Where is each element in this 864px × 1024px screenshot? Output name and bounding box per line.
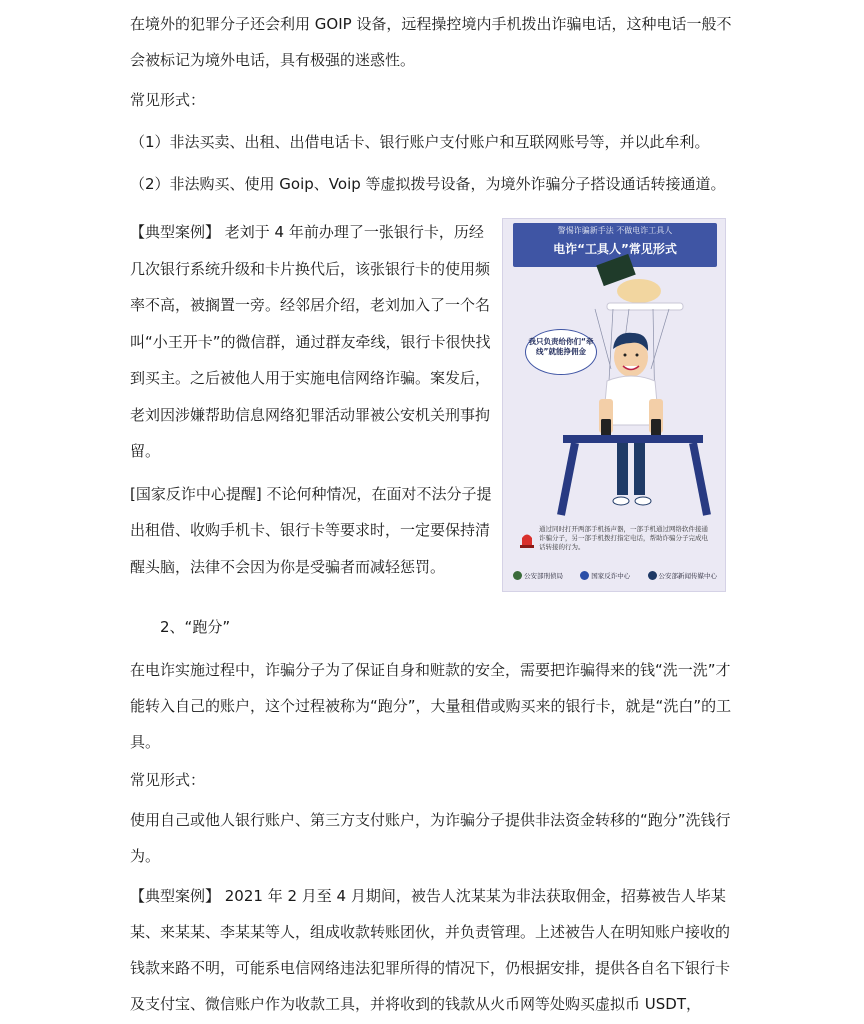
poster-title: 电诈“工具人”常见形式 bbox=[553, 242, 677, 256]
poster-subtitle: 警惕诈骗新手法 不做电诈工具人 bbox=[557, 226, 673, 235]
footer-org-1 bbox=[513, 569, 563, 581]
footer-org-1-label: 公安部刑侦局 bbox=[524, 571, 563, 580]
forms-item-3: 使用自己或他人银行账户、第三方支付账户，为诈骗分子提供非法资金转移的“跑分”洗钱行为。 bbox=[130, 811, 731, 865]
siren-icon bbox=[519, 531, 535, 549]
footer-org-2 bbox=[580, 569, 630, 581]
poster-note: 通过同时打开两部手机扬声器，一部手机通过网络软件接通诈骗分子，另一部手机拨打指定电话，帮助诈骗分子完成电话转接的行为。 bbox=[539, 525, 708, 551]
emblem-icon bbox=[648, 571, 657, 580]
footer-org-2-label: 国家反诈中心 bbox=[591, 571, 631, 580]
poster-footer bbox=[513, 569, 717, 581]
intro-paragraph: 在境外的犯罪分子还会利用 GOIP 设备，远程操控境内手机拨出诈骗电话，这种电话一般不会被标记为境外电话，具有极强的迷惑性。 bbox=[130, 15, 732, 69]
forms-item-1: （1）非法买卖、出租、出借电话卡、银行账户支付账户和互联网账号等，并以此牟利。 bbox=[130, 133, 710, 151]
case-paragraph-2: 【典型案例】 2021 年 2 月至 4 月期间，被告人沈某某为非法获取佣金，招募被告人毕某某、来某某、李某某等人，组成收款转账团伙，并负责管理。上述被告人在明知账户接收的钱款来路不明，可能系电信网络违法犯罪所得的情况下，仍根据安排，提供各自名下银行卡及支付宝、微信账户作为收款工具，并将收到的钱款从火币网等处购买虚拟币 USDT， bbox=[130, 887, 731, 1013]
paofen-paragraph: 在电诈实施过程中，诈骗分子为了保证自身和赃款的安全，需要把诈骗得来的钱“洗一洗”才能转入自己的账户，这个过程被称为“跑分”，大量租借或购买来的银行卡，就是“洗白”的工具。 bbox=[130, 661, 732, 751]
shield-icon bbox=[580, 571, 589, 580]
speech-bubble: 我只负责给你们“牵线”就能挣佣金 bbox=[525, 329, 597, 375]
case-paragraph-1: 【典型案例】 老刘于 4 年前办理了一张银行卡，历经几次银行系统升级和卡片换代后，该张银行卡的使用频率不高，被搁置一旁。经邻居介绍，老刘加入了一个名叫“小王开卡”的微信群，通过群友牵线，银行卡很快找到买主。之后被他人用于实施电信网络诈骗。案发后，老刘因涉嫌帮助信息网络犯罪活动罪被公安机关刑事拘留。 bbox=[130, 223, 491, 460]
forms-label-2: 常见形式： bbox=[130, 771, 206, 789]
case-and-reminder-block bbox=[130, 214, 492, 591]
section-heading-2: 2、“跑分” bbox=[160, 618, 231, 636]
footer-org-3-label: 公安部新闻传媒中心 bbox=[658, 571, 717, 580]
police-badge-icon bbox=[513, 571, 522, 580]
reminder-paragraph: [国家反诈中心提醒] 不论何种情况，在面对不法分子提出租借、收购手机卡、银行卡等要求时，一定要保持清醒头脑，法律不会因为你是受骗者而减轻惩罚。 bbox=[130, 484, 492, 576]
forms-label-1: 常见形式： bbox=[130, 91, 206, 109]
footer-org-3 bbox=[648, 569, 718, 581]
forms-item-2: （2）非法购买、使用 Goip、Voip 等虚拟拨号设备，为境外诈骗分子搭设通话转接通道。 bbox=[130, 175, 726, 193]
poster-illustration bbox=[502, 218, 726, 592]
